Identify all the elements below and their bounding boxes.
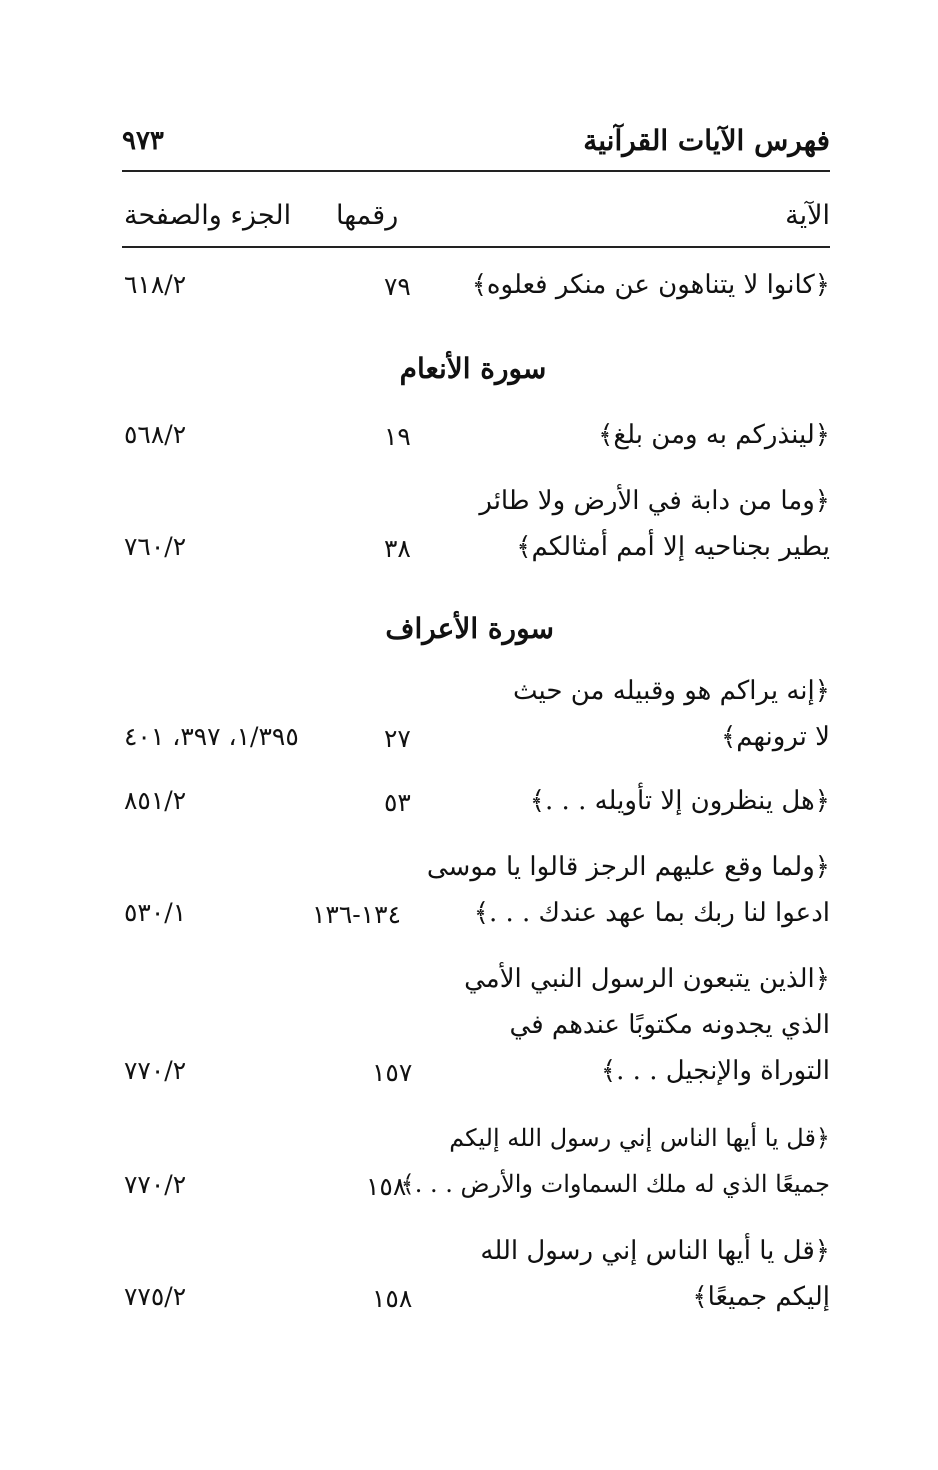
verse-line: يطير بجناحيه إلا أمم أمثالكم﴾	[516, 532, 830, 562]
verse-number: ١٣٤-١٣٦	[312, 900, 402, 929]
column-header-verse: الآية	[785, 200, 830, 231]
volume-page-ref: ٧٧٠/٢	[124, 1056, 187, 1085]
verse-line: جميعًا الذي له ملك السماوات والأرض . . .﴾	[400, 1170, 830, 1198]
verse-line: ﴿وما من دابة في الأرض ولا طائر	[479, 486, 830, 516]
verse-number: ٥٣	[384, 788, 411, 817]
surah-heading: سورة الأنعام	[399, 352, 547, 385]
verse-line: ﴿ولما وقع عليهم الرجز قالوا يا موسى	[426, 852, 830, 882]
volume-page-ref: ٥٦٨/٢	[124, 420, 187, 449]
verse-line: ﴿إنه يراكم هو وقبيله من حيث	[513, 676, 830, 706]
verse-line: التوراة والإنجيل . . .﴾	[600, 1056, 830, 1086]
page-number: ٩٧٣	[122, 126, 164, 156]
volume-page-ref: ٧٦٠/٢	[124, 532, 187, 561]
verse-line: ﴿هل ينظرون إلا تأويله . . .﴾	[529, 786, 830, 816]
verse-number: ١٥٧	[372, 1058, 413, 1087]
verse-number: ١٥٨	[366, 1172, 407, 1201]
volume-page-ref: ٧٧٠/٢	[124, 1170, 187, 1199]
verse-line: ﴿كانوا لا يتناهون عن منكر فعلوه﴾	[471, 270, 830, 300]
volume-page-ref: ٨٥١/٢	[124, 786, 187, 815]
verse-number: ١٥٨	[372, 1284, 413, 1313]
verse-line: ﴿قل يا أيها الناس إني رسول الله	[480, 1236, 830, 1266]
column-header-rule	[122, 246, 830, 248]
verse-line: لا ترونهم﴾	[721, 722, 830, 752]
verse-line: ﴿الذين يتبعون الرسول النبي الأمي	[464, 964, 830, 994]
verse-number: ٧٩	[384, 272, 411, 301]
volume-page-ref: ٧٧٥/٢	[124, 1282, 187, 1311]
verse-line: ادعوا لنا ربك بما عهد عندك . . .﴾	[473, 898, 830, 928]
verse-number: ٢٧	[384, 724, 411, 753]
volume-page-ref: ١/٣٩٥، ٣٩٧، ٤٠١	[124, 722, 299, 751]
verse-line: ﴿لينذركم به ومن بلغ﴾	[598, 420, 830, 450]
running-title: فهرس الآيات القرآنية	[583, 124, 830, 157]
surah-heading: سورة الأعراف	[385, 612, 554, 645]
verse-line: إليكم جميعًا﴾	[692, 1282, 830, 1312]
verse-number: ١٩	[384, 422, 411, 451]
header-rule	[122, 170, 830, 172]
column-header-number: رقمها	[336, 200, 399, 231]
column-header-volume-page: الجزء والصفحة	[124, 200, 292, 231]
volume-page-ref: ٥٣٠/١	[124, 898, 187, 927]
verse-number: ٣٨	[384, 534, 411, 563]
verse-line: ﴿قل يا أيها الناس إني رسول الله إليكم	[449, 1124, 830, 1152]
verse-line: الذي يجدونه مكتوبًا عندهم في	[509, 1010, 830, 1040]
volume-page-ref: ٦١٨/٢	[124, 270, 187, 299]
